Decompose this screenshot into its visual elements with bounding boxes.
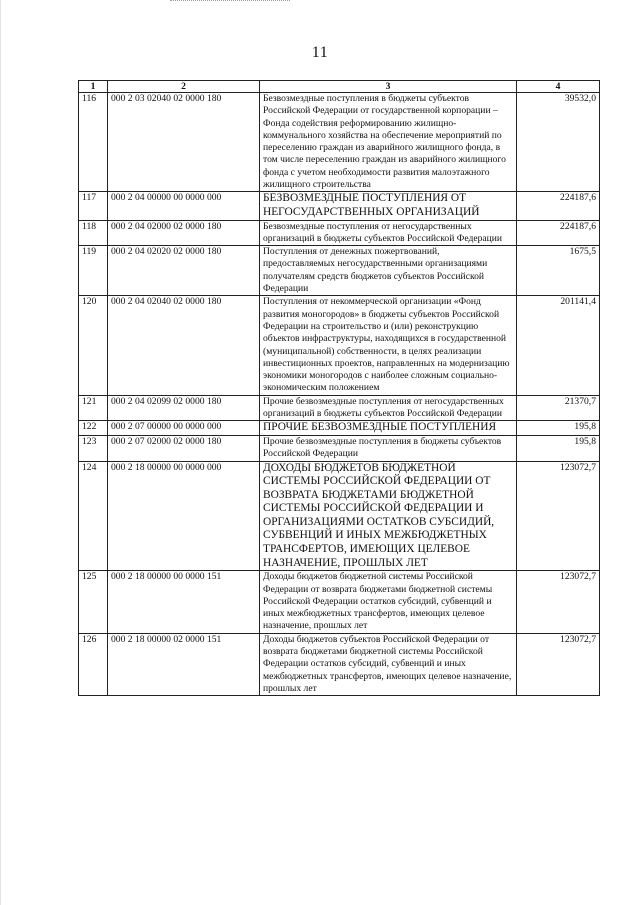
amount-value: 201141,4 [517, 296, 600, 395]
amount-value: 123072,7 [517, 461, 600, 571]
page-number: 11 [311, 44, 329, 61]
table-row [79, 93, 600, 192]
row-number: 118 [79, 220, 108, 246]
amount-value: 195,8 [517, 421, 600, 436]
table-row [79, 633, 600, 695]
table-row [79, 571, 600, 633]
scan-edge [0, 0, 1, 905]
amount-value: 195,8 [517, 435, 600, 461]
table-row [79, 421, 600, 436]
revenue-description: ПРОЧИЕ БЕЗВОЗМЕЗДНЫЕ ПОСТУПЛЕНИЯ [260, 421, 517, 436]
row-number: 122 [79, 421, 108, 436]
row-number: 126 [79, 633, 108, 695]
header-col-1: 1 [79, 81, 108, 93]
row-number: 117 [79, 192, 108, 220]
revenue-description: Прочие безвозмездные поступления в бюджеты субъектов Российской Федерации [260, 435, 517, 461]
row-number: 119 [79, 246, 108, 296]
budget-classification-code: 000 2 03 02040 02 0000 180 [108, 93, 260, 192]
row-number: 120 [79, 296, 108, 395]
budget-classification-code: 000 2 18 00000 00 0000 000 [108, 461, 260, 571]
row-number: 116 [79, 93, 108, 192]
budget-classification-code: 000 2 04 02040 02 0000 180 [108, 296, 260, 395]
revenue-description: Прочие безвозмездные поступления от негосударственных организаций в бюджеты субъектов Российской Федерации [260, 395, 517, 421]
amount-value: 123072,7 [517, 571, 600, 633]
header-col-3: 3 [260, 81, 517, 93]
table-row [79, 435, 600, 461]
revenue-description: Безвозмездные поступления в бюджеты субъектов Российской Федерации от государственной корпорации – Фонда содействия реформированию жилищно-коммунального хозяйства на обеспечение мероприятий по переселению граждан из аварийного жилищного фонда, в том числе переселению граждан из аварийного жилищного фонда с учетом необходимости развития малоэтажного жилищного строительства [260, 93, 517, 192]
budget-classification-code: 000 2 04 02000 02 0000 180 [108, 220, 260, 246]
revenue-description: Поступления от денежных пожертвований, предоставляемых негосударственными организациями получателям средств бюджетов субъектов Российской Федерации [260, 246, 517, 296]
table-row [79, 296, 600, 395]
budget-classification-code: 000 2 04 00000 00 0000 000 [108, 192, 260, 220]
revenue-description: ДОХОДЫ БЮДЖЕТОВ БЮДЖЕТНОЙ СИСТЕМЫ РОССИЙСКОЙ ФЕДЕРАЦИИ ОТ ВОЗВРАТА БЮДЖЕТАМИ БЮДЖЕТНОЙ СИСТЕМЫ РОССИЙСКОЙ ФЕДЕРАЦИИ И ОРГАНИЗАЦИЯМИ ОСТАТКОВ СУБСИДИЙ, СУБВЕНЦИЙ И ИНЫХ МЕЖБЮДЖЕТНЫХ ТРАНСФЕРТОВ, ИМЕЮЩИХ ЦЕЛЕВОЕ НАЗНАЧЕНИЕ, ПРОШЛЫХ ЛЕТ [260, 461, 517, 571]
table-row [79, 220, 600, 246]
amount-value: 39532,0 [517, 93, 600, 192]
table-row [79, 246, 600, 296]
amount-value: 21370,7 [517, 395, 600, 421]
row-number: 125 [79, 571, 108, 633]
amount-value: 123072,7 [517, 633, 600, 695]
revenue-description: Безвозмездные поступления от негосударственных организаций в бюджеты субъектов Российской Федерации [260, 220, 517, 246]
row-number: 123 [79, 435, 108, 461]
row-number: 124 [79, 461, 108, 571]
header-col-2: 2 [108, 81, 260, 93]
budget-classification-code: 000 2 18 00000 02 0000 151 [108, 633, 260, 695]
table-row [79, 395, 600, 421]
amount-value: 1675,5 [517, 246, 600, 296]
row-number: 121 [79, 395, 108, 421]
revenue-description: Поступления от некоммерческой организации «Фонд развития моногородов» в бюджеты субъектов Российской Федерации на строительство и (или) реконструкцию объектов инфраструктуры, находящихся в государственной (муниципальной) собственности, в целях реализации инвестиционных проектов, направленных на модернизацию экономики моногородов с наиболее сложным социально-экономическим положением [260, 296, 517, 395]
header-col-4: 4 [517, 81, 600, 93]
budget-classification-code: 000 2 18 00000 00 0000 151 [108, 571, 260, 633]
revenue-description: Доходы бюджетов субъектов Российской Федерации от возврата бюджетами бюджетной системы Российской Федерации остатков субсидий, субвенций и иных межбюджетных трансфертов, имеющих целевое назначение, прошлых лет [260, 633, 517, 695]
table-header-row [79, 81, 600, 93]
amount-value: 224187,6 [517, 220, 600, 246]
table-row [79, 192, 600, 220]
amount-value: 224187,6 [517, 192, 600, 220]
budget-revenue-table [78, 80, 600, 696]
revenue-description: Доходы бюджетов бюджетной системы Российской Федерации от возврата бюджетами бюджетной системы Российской Федерации остатков субсидий, субвенций и иных межбюджетных трансфертов, имеющих целевое назначение, прошлых лет [260, 571, 517, 633]
budget-classification-code: 000 2 07 00000 00 0000 000 [108, 421, 260, 436]
budget-classification-code: 000 2 04 02020 02 0000 180 [108, 246, 260, 296]
budget-classification-code: 000 2 04 02099 02 0000 180 [108, 395, 260, 421]
revenue-description: БЕЗВОЗМЕЗДНЫЕ ПОСТУПЛЕНИЯ ОТ НЕГОСУДАРСТВЕННЫХ ОРГАНИЗАЦИЙ [260, 192, 517, 220]
scan-artifact [170, 0, 290, 2]
table-row [79, 461, 600, 571]
budget-classification-code: 000 2 07 02000 02 0000 180 [108, 435, 260, 461]
